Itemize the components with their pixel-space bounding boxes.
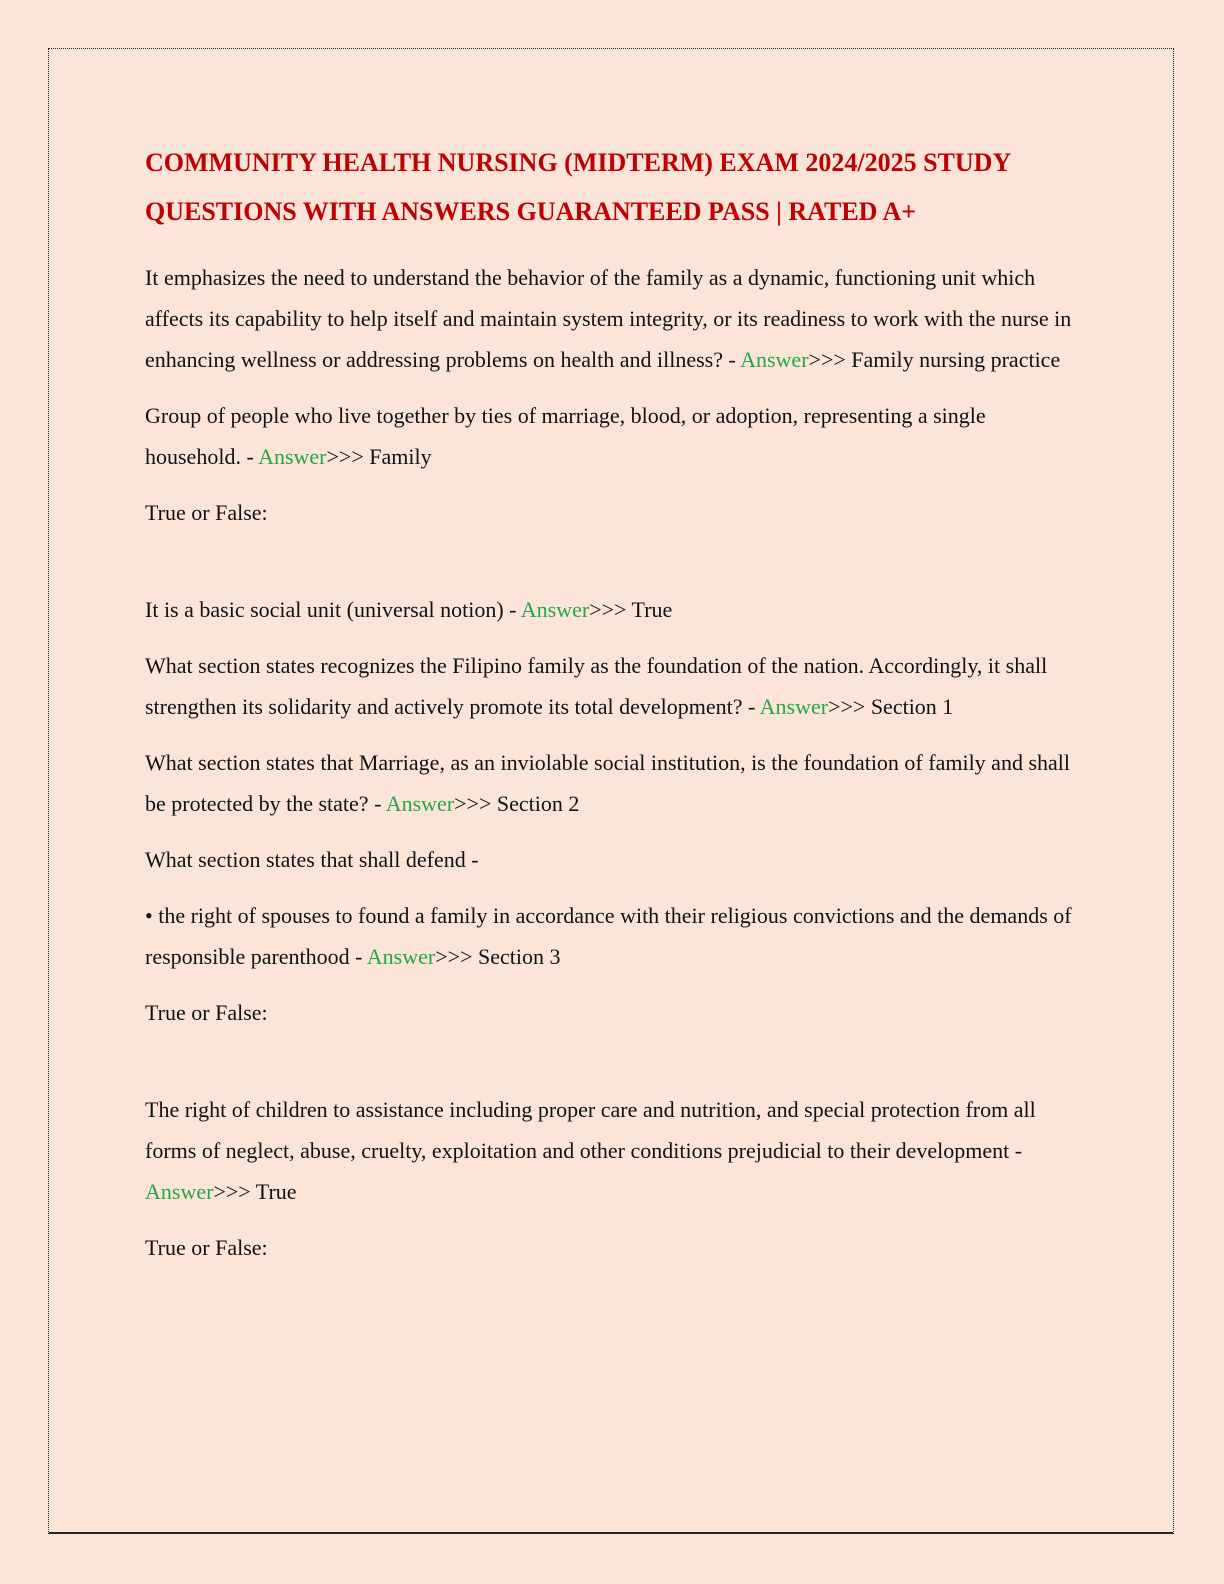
- answer-label: Answer: [145, 1179, 214, 1204]
- answer-text: Family: [363, 444, 432, 469]
- answer-label: Answer: [258, 444, 327, 469]
- answer-text: True: [250, 1179, 297, 1204]
- question-6-prompt: What section states that shall defend -: [145, 847, 479, 872]
- question-2: Group of people who live together by ties of marriage, blood, or adoption, representing a single household. - Answer>>> Family: [145, 403, 986, 469]
- question-7: The right of children to assistance including proper care and nutrition, and special protection from all forms of neglect, abuse, cruelty, exploitation and other conditions prejudicial to their development - Answer>>> True: [145, 1097, 1036, 1204]
- answer-label: Answer: [520, 597, 590, 622]
- answer-label: Answer: [385, 791, 455, 816]
- answer-label: Answer: [759, 694, 829, 719]
- question-1: It emphasizes the need to understand the behavior of the family as a dynamic, functioning unit which affects its capability to help itself and maintain system integrity, or its readiness to work with the nurse in enhancing wellness or addressing problems on health and illness? - Answer>>> Family nursing practice: [145, 265, 1072, 372]
- true-false-prompt: True or False:: [145, 1235, 268, 1260]
- true-false-prompt: True or False:: [145, 500, 268, 525]
- answer-text: Section 1: [865, 694, 954, 719]
- answer-label: Answer: [740, 347, 809, 372]
- answer-text: Family nursing practice: [845, 347, 1061, 372]
- question-3: It is a basic social unit (universal notion) - Answer>>> True: [145, 597, 673, 622]
- answer-text: True: [626, 597, 673, 622]
- question-6: • the right of spouses to found a family in accordance with their religious convictions and the demands of responsible parenthood - Answer>>> Section 3: [145, 903, 1072, 969]
- true-false-prompt: True or False:: [145, 1000, 268, 1025]
- question-4: What section states recognizes the Filipino family as the foundation of the nation. Accordingly, it shall strengthen its solidarity and actively promote its total development? - Answer>>> Section 1: [145, 653, 1048, 719]
- answer-text: Section 2: [491, 791, 580, 816]
- question-5: What section states that Marriage, as an inviolable social institution, is the foundation of family and shall be protected by the state? - Answer>>> Section 2: [145, 750, 1070, 816]
- document-body: [145, 138, 1085, 1283]
- answer-text: Section 3: [472, 944, 561, 969]
- document-title: COMMUNITY HEALTH NURSING (MIDTERM) EXAM 2024/2025 STUDY QUESTIONS WITH ANSWERS GUARANTEED PASS | RATED A+: [145, 148, 1011, 226]
- answer-label: Answer: [366, 944, 436, 969]
